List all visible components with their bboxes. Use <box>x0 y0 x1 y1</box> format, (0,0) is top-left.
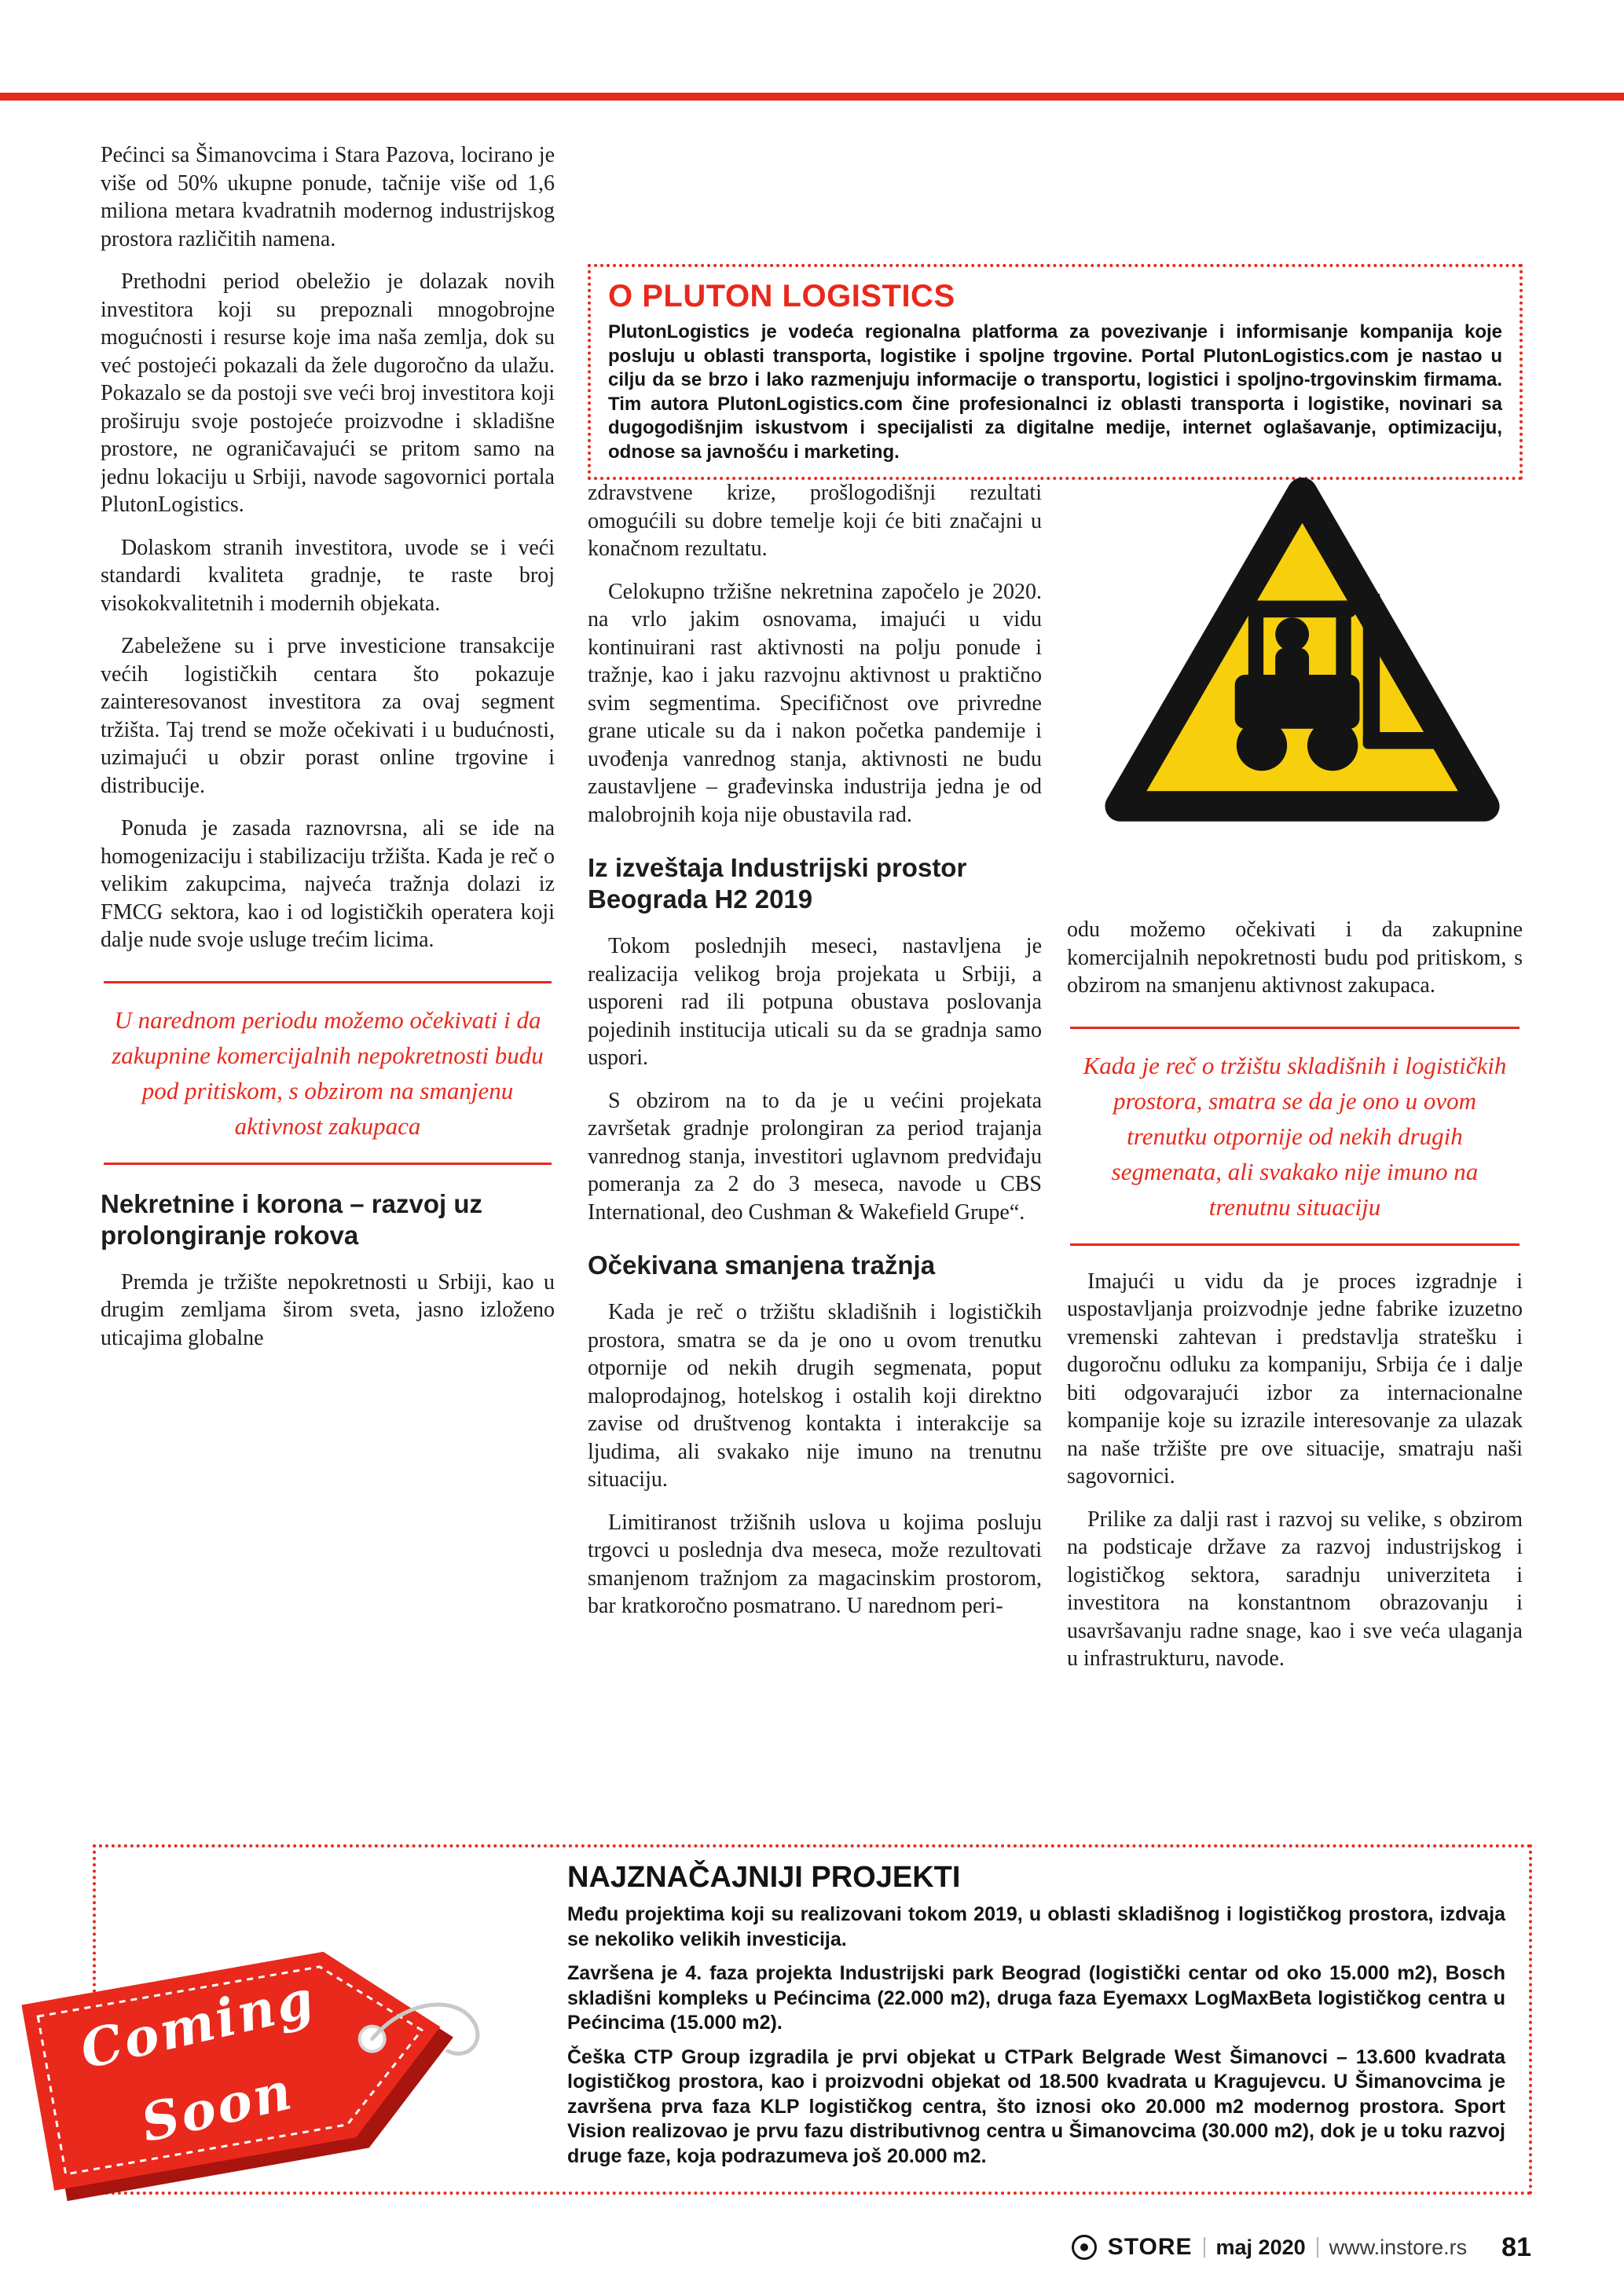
pluton-logistics-box <box>588 264 1523 480</box>
footer-items <box>1072 2234 1531 2261</box>
paragraph: Premda je tržište nepokretnosti u Srbiji, kao u drugim zemljama širom sveta, jasno izloženo uticajima globalne <box>101 1269 555 1350</box>
paragraph: Pećinci sa Šimanovcima i Stara Pazova, locirano je više od 50% ukupne ponude, tačnije više od 1,6 miliona metara kvadratnih modernog industrijskog prostora različitih namena. <box>101 143 555 251</box>
pull-quote-rule-top <box>104 981 552 983</box>
paragraph: zdravstvene krize, prošlogodišnji rezultati omogućili su dobre temelje koji će biti značajni u konačnom rezultatu. <box>588 481 1042 561</box>
section-heading-korona: Nekretnine i korona – razvoj uz prolongiranje rokova <box>101 1188 482 1250</box>
coming-soon-line1: Coming <box>75 1967 321 2081</box>
section-heading-demand: Očekivana smanjena tražnja <box>588 1251 936 1280</box>
pull-quote-right <box>1070 1027 1520 1246</box>
paragraph: Imajući u vidu da je proces izgradnje i uspostavljanja proizvodnje jedne fabrike izuzetno vremenski zahtevan i predstavlja stratešku i dugoročnu odluku za kompaniju, Srbija će i dalje biti odgovarajući izbor za internacionalne kompanije koje su izrazile interesovanje za ulazak na naše tržište pre ove situacije, smatraju naši sagovornici. <box>1067 1269 1523 1489</box>
paragraph: Celokupno tržišne nekretnina započelo je 2020. na vrlo jakim osnovama, imajući u vidu kontinuirani rast aktivnosti na polju ponude i tražnje, kao i jaku razvojnu aktivnost u praktično svim segmentima. Specifičnost ove privredne grane uticale su da i nakon početka pandemije i uvođenja vanrednog stanja, aktivnosti ne budu zaustavljene – građevinska industrija jedna je od malobrojnih koja nije obustavila rad. <box>588 579 1042 827</box>
pull-quote-text: Kada je reč o tržištu skladišnih i logističkih prostora, smatra se da je ono u ovom trenutku otpornije od nekih drugih segmenata, ali svakako nije imuno na trenutnu situaciju <box>1083 1051 1507 1221</box>
paragraph: S obzirom na to da je u većini projekata završetak gradnje prolongiran za period trajanja vanrednog stanja, investitori uglavnom predviđaju pomeranja za 2 do 3 meseca, navode u CBS International, deo Cushman & Wakefield Grupe“. <box>588 1088 1042 1225</box>
projects-paragraph: Među projektima koji su realizovani tokom 2019, u oblasti skladišnog i logističkog prostora, izdvaja se nekoliko velikih investicija. <box>567 1903 1505 1950</box>
paragraph: Tokom poslednjih meseci, nastavljena je realizacija velikog broja projekata u Srbiji, a usporeni rad ili potpuna obustava poslovanja pojedinih institucija uticali su da se gradnja samo uspori. <box>588 934 1042 1070</box>
pull-quote-rule-top <box>1070 1027 1520 1029</box>
forklift-warning-svg <box>1100 467 1505 836</box>
paragraph: Prethodni period obeležio je dolazak novih investitora koji su prepoznali mnogobrojne mogućnosti i resurse koje ima naša zemlja, dok su već postojeći pokazali da žele dugoročno da ulažu. Pokazalo se da postoji sve veći broj investitora koji proširuju svoje postojeće proizvodne i skladišne prostore, ne ograničavajući se pritom samo na jednu lokaciju u Srbiji, navode sagovornici portala PlutonLogistics. <box>101 269 555 517</box>
footer-divider <box>1317 2237 1318 2258</box>
paragraph: Ponuda je zasada raznovrsna, ali se ide na homogenizaciju i stabilizaciju tržišta. Kada je reč o velikim zakupcima, najveća tražnja dolazi iz FMCG sektora, kao i od logističkih operatera koji dalje nude svoje usluge trećim licima. <box>101 816 555 952</box>
instore-logo-icon <box>1072 2235 1097 2260</box>
pull-quote-rule-bottom <box>1070 1243 1520 1246</box>
section-heading-report: Iz izveštaja Industrijski prostor Beograda H2 2019 <box>588 853 967 914</box>
pluton-box-body: PlutonLogistics je vodeća regionalna platforma za povezivanje i informisanje kompanija koje posluju u oblasti transporta, logistike i spoljne trgovine. Portal PlutonLogistics.com je nastao u cilju da se brzo i lako razmenjuju informacije o transportu, logistici i spoljno-trgovinskim firmama. Tim autora PlutonLogistics.com čine profesionalnci iz oblasti transporta i logistike, novinari sa dugogodišnjim iskustvom i specijalisti za digitalne medije, internet oglašavanje, optimizaciju, odnose sa javnošću i marketing. <box>608 321 1502 463</box>
footer-issue: maj 2020 <box>1215 2236 1306 2259</box>
paragraph: Dolaskom stranih investitora, uvode se i veći standardi kvaliteta gradnje, te raste broj visokokvalitetnih i modernih objekata. <box>101 535 555 616</box>
pull-quote-rule-bottom <box>104 1163 552 1165</box>
projects-box-title: NAJZNAČAJNIJI PROJEKTI <box>567 1861 961 1894</box>
projects-paragraph: Češka CTP Group izgradila je prvi objekat u CTPark Belgrade West Šimanovci – 13.600 kvadrata logističkog prostora, kao i proizvodni objekat od 18.500 kvadrata u Kragujevcu. U Šimanovcima je završena prva faza KLP logističkog centra, što iznosi oko 20.000 m2 modernog prostora. Sport Vision realizovao je prvu fazu distributivnog centra u Šimanovcima (30.000 m2), dok je u toku razvoj druge faze, koja podrazumeva još 20.000 m2. <box>567 2045 1505 2167</box>
pull-quote-text: U narednom periodu možemo očekivati i da zakupnine komercijalnih nepokretnosti budu pod pritiskom, s obzirom na smanjenu aktivnost zakupaca <box>112 1005 544 1140</box>
footer-brand: STORE <box>1107 2234 1193 2260</box>
pull-quote-left <box>104 981 552 1165</box>
paragraph: Prilike za dalji rast i razvoj su velike, s obzirom na podsticaje države za razvoj industrijskog i logističkog sektora, saradnju univerziteta i investitora na konstantnom obrazovanju i usavršavanju radne snage, kao i sve veća ulaganja u infrastrukturu, navode. <box>1067 1507 1523 1671</box>
top-red-rule <box>0 93 1624 101</box>
middle-column <box>588 479 1042 1838</box>
right-column <box>1067 916 1523 1839</box>
forklift-warning-icon <box>1100 467 1505 836</box>
tag-shape-icon <box>0 1830 535 2289</box>
coming-soon-line2: Soon <box>135 2060 299 2155</box>
paragraph: odu možemo očekivati i da zakupnine komercijalnih nepokretnosti budu pod pritiskom, s obzirom na smanjenu aktivnost zakupaca. <box>1067 917 1523 998</box>
coming-soon-tag <box>3 1871 506 2248</box>
coming-soon-tag-rotated <box>0 1830 535 2289</box>
footer-website: www.instore.rs <box>1329 2236 1468 2259</box>
footer-divider <box>1204 2237 1205 2258</box>
paragraph: Zabeležene su i prve investicione transakcije većih logističkih centara što pokazuje zainteresovanost investitora za ovaj segment tržišta. Taj trend se može očekivati i u budućnosti, uzimajući u obzir porast online trgovine i distribucije. <box>101 634 555 798</box>
footer-page-number: 81 <box>1501 2232 1531 2262</box>
paragraph: Kada je reč o tržištu skladišnih i logističkih prostora, smatra se da je ono u ovom trenutku otpornije od nekih drugih segmenata, poput maloprodajnog, hotelskog i ostalih koji direktno zavise od društvenog kontakta i interakcije sa ljudima, ali svakako nije imuno na trenutnu situaciju. <box>588 1300 1042 1492</box>
projects-paragraph: Završena je 4. faza projekta Industrijski park Beograd (logistički centar od oko 15.000 m2), Bosch skladišni kompleks u Pećincima (22.000 m2), druga faza Eyemaxx LogMaxBeta logističkog centra u Pećincima (15.000 m2). <box>567 1962 1505 2034</box>
left-column <box>101 141 555 1830</box>
page-footer <box>0 2234 1624 2269</box>
pluton-box-title: O PLUTON LOGISTICS <box>608 279 955 313</box>
paragraph: Limitiranost tržišnih uslova u kojima posluju trgovci u poslednja dva meseca, može rezultovati smanjenom tražnjom za magacinskim prostorom, bar kratkoročno posmatrano. U narednom peri- <box>588 1510 1042 1618</box>
